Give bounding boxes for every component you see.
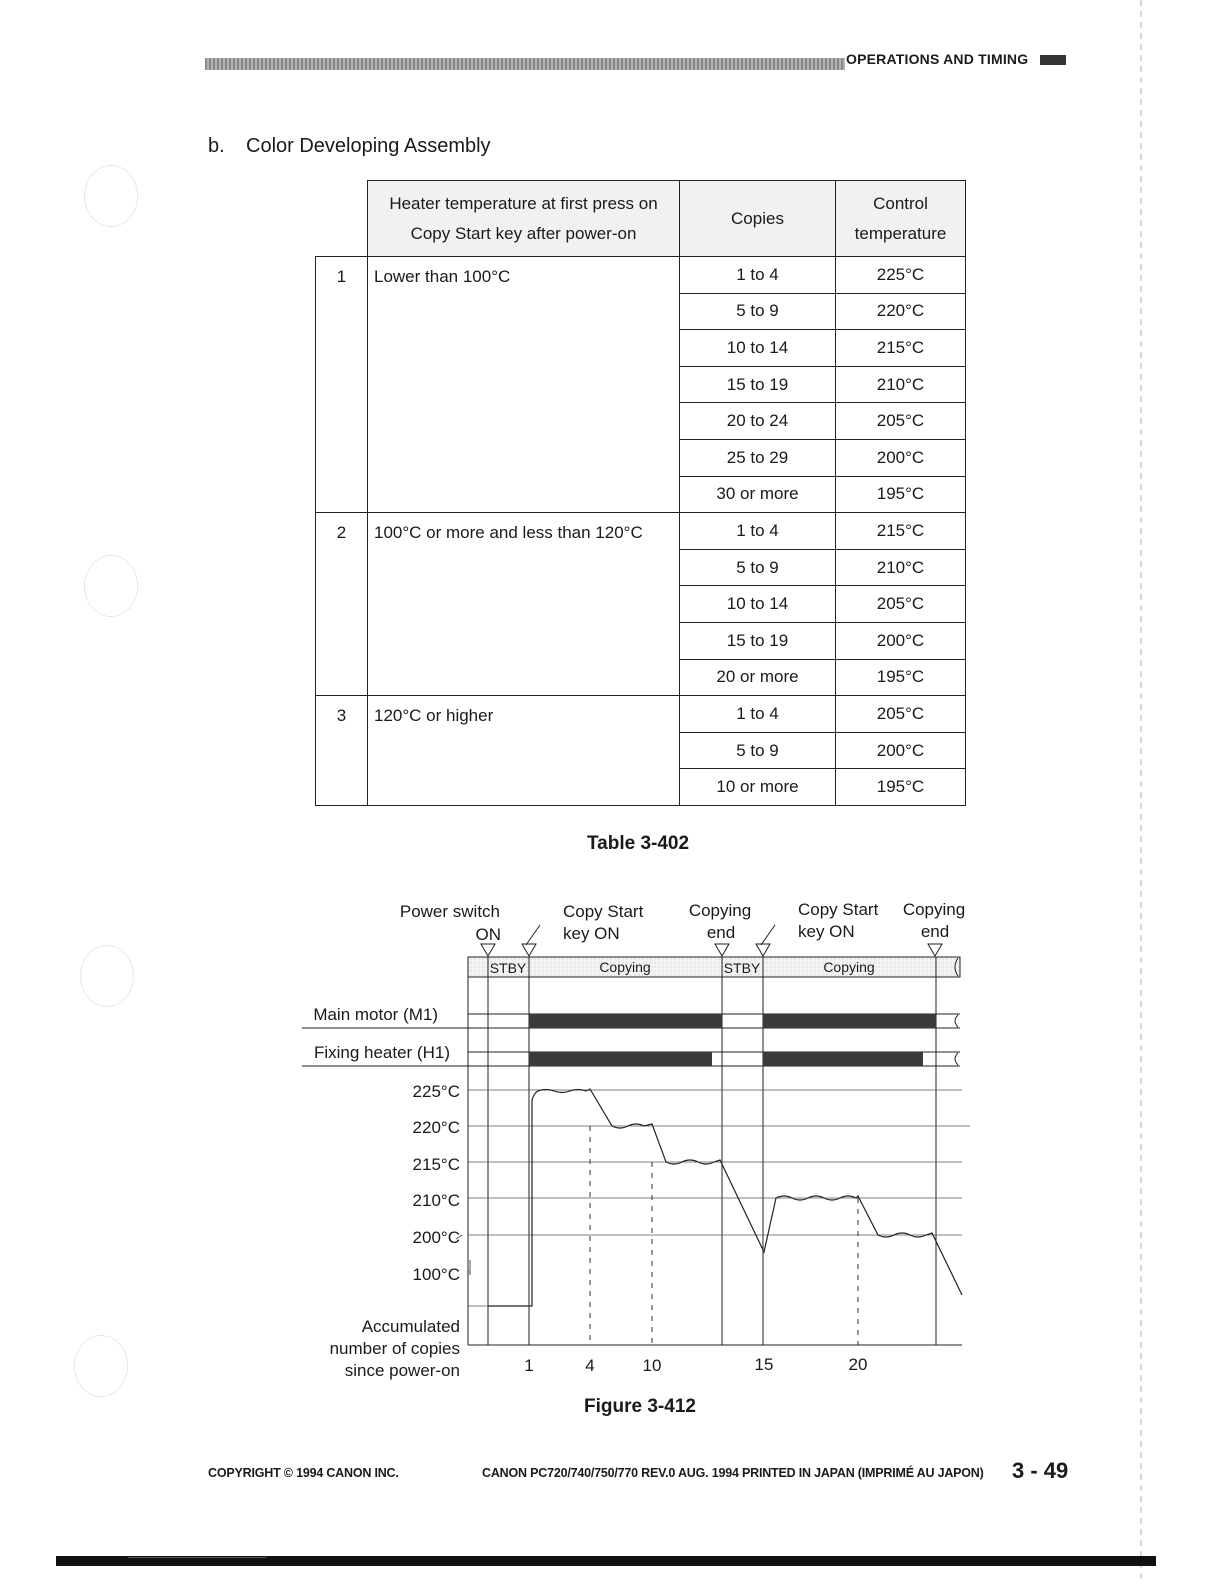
timing-gridlines <box>468 977 936 1345</box>
copies-cell: 15 to 19 <box>680 622 836 659</box>
binder-hole <box>84 555 138 617</box>
timing-chart <box>290 890 980 1400</box>
temp-cell: 210°C <box>836 366 966 403</box>
section-label: b. <box>208 135 225 157</box>
copies-cell: 10 to 14 <box>680 330 836 367</box>
event-copyend-label: end <box>920 922 950 941</box>
break-mark-icon <box>955 1053 958 1065</box>
temp-cell: 215°C <box>836 330 966 367</box>
motor-on-bar <box>529 1014 722 1028</box>
temp-cell: 205°C <box>836 696 966 733</box>
temp-cell: 225°C <box>836 257 966 294</box>
copies-axis-label: Accumulated <box>361 1317 460 1336</box>
temp-cell: 195°C <box>836 476 966 513</box>
row-label-heater: Fixing heater (H1) <box>313 1043 450 1062</box>
temp-axis-label: 220°C <box>412 1118 460 1137</box>
header-condition-line: Heater temperature at first press on <box>389 193 658 213</box>
break-mark-icon <box>955 1015 958 1027</box>
heater-on-bar <box>763 1052 923 1066</box>
copies-cell: 5 to 9 <box>680 293 836 330</box>
leader-line <box>761 925 775 945</box>
section-title: Color Developing Assembly <box>246 135 491 157</box>
state-band <box>468 957 960 977</box>
event-copyend-label: Copying <box>688 901 752 920</box>
row-condition: Lower than 100°C <box>368 257 680 513</box>
temp-axis-label: 225°C <box>412 1082 460 1101</box>
event-power-label: ON <box>475 925 501 944</box>
copies-cell: 1 to 4 <box>680 257 836 294</box>
event-power-label: Power switch <box>399 902 500 921</box>
row-number: 1 <box>316 257 368 513</box>
header-blank <box>316 181 368 257</box>
header-condition-line: Copy Start key after power-on <box>410 223 637 243</box>
copies-cell: 15 to 19 <box>680 366 836 403</box>
copies-cell: 10 to 14 <box>680 586 836 623</box>
temp-axis-label: 200°C <box>412 1228 460 1247</box>
figure-caption: Figure 3-412 <box>584 1396 696 1417</box>
page-edge <box>1140 0 1142 1584</box>
table-caption: Table 3-402 <box>586 833 690 854</box>
state-stby: STBY <box>723 960 761 976</box>
header-end-block <box>1040 55 1066 65</box>
temp-cell: 195°C <box>836 659 966 696</box>
temp-cell: 210°C <box>836 549 966 586</box>
motor-on-bar <box>763 1014 936 1028</box>
heater-on-bar <box>529 1052 712 1066</box>
triangle-marker-icon <box>928 944 942 956</box>
leader-line <box>526 925 540 945</box>
section-heading <box>208 135 491 158</box>
event-copyend-label: Copying <box>902 900 966 919</box>
temp-cell: 215°C <box>836 513 966 550</box>
header-rule <box>205 58 845 70</box>
row-label-motor: Main motor (M1) <box>313 1005 438 1024</box>
control-temperature-table <box>315 180 966 806</box>
table-row <box>316 257 966 294</box>
footer-publication: CANON PC720/740/750/770 REV.0 AUG. 1994 PRINTED IN JAPAN (IMPRIMÉ AU JAPON) <box>482 1466 984 1480</box>
copies-cell: 1 to 4 <box>680 696 836 733</box>
copy-tick-label: 1 <box>524 1356 534 1375</box>
header-condition <box>368 181 680 257</box>
temp-axis-label: 210°C <box>412 1191 460 1210</box>
state-copying: Copying <box>599 959 651 975</box>
copies-cell: 10 or more <box>680 769 836 806</box>
temp-cell: 205°C <box>836 586 966 623</box>
copies-cell: 5 to 9 <box>680 732 836 769</box>
bottom-rule-accent <box>128 1557 266 1558</box>
triangle-marker-icon <box>481 944 495 956</box>
event-markers <box>481 944 942 956</box>
copy-tick-label: 10 <box>642 1356 662 1375</box>
copies-cell: 1 to 4 <box>680 513 836 550</box>
event-copyend-label: end <box>706 923 736 942</box>
temp-cell: 195°C <box>836 769 966 806</box>
binder-hole <box>84 165 138 227</box>
state-copying: Copying <box>823 959 875 975</box>
header-title: OPERATIONS AND TIMING <box>846 51 1029 67</box>
row-condition: 120°C or higher <box>368 696 680 806</box>
copy-guides <box>590 1126 858 1345</box>
triangle-marker-icon <box>756 944 770 956</box>
copy-tick-label: 15 <box>754 1355 774 1374</box>
footer-copyright: COPYRIGHT © 1994 CANON INC. <box>208 1466 399 1480</box>
copy-tick-label: 4 <box>585 1356 595 1375</box>
copies-cell: 30 or more <box>680 476 836 513</box>
row-number: 2 <box>316 513 368 696</box>
table-header-row <box>316 181 966 257</box>
row-number: 3 <box>316 696 368 806</box>
event-copystart-label: key ON <box>798 922 855 941</box>
triangle-marker-icon <box>715 944 729 956</box>
temperature-curve <box>488 1089 962 1306</box>
header-control-temp <box>836 181 966 257</box>
temp-axis-label: 100°C <box>412 1265 460 1284</box>
event-copystart-label: key ON <box>563 924 620 943</box>
triangle-marker-icon <box>522 944 536 956</box>
temp-cell: 220°C <box>836 293 966 330</box>
copies-cell: 25 to 29 <box>680 439 836 476</box>
header-copies: Copies <box>680 181 836 257</box>
row-condition: 100°C or more and less than 120°C <box>368 513 680 696</box>
header-control-line: Control <box>873 193 928 213</box>
copies-cell: 20 to 24 <box>680 403 836 440</box>
copies-cell: 5 to 9 <box>680 549 836 586</box>
copies-cell: 20 or more <box>680 659 836 696</box>
temp-cell: 200°C <box>836 439 966 476</box>
header-control-line: temperature <box>854 223 947 243</box>
state-stby: STBY <box>489 960 527 976</box>
temp-cell: 200°C <box>836 732 966 769</box>
event-copystart-label: Copy Start <box>563 902 644 921</box>
binder-hole <box>80 945 134 1007</box>
temp-gridlines <box>468 1090 970 1306</box>
event-copystart-label: Copy Start <box>798 900 879 919</box>
copy-tick-label: 20 <box>848 1355 868 1374</box>
temp-cell: 200°C <box>836 622 966 659</box>
table-row <box>316 513 966 550</box>
page-number: 3 - 49 <box>1012 1458 1069 1483</box>
binder-hole <box>74 1335 128 1397</box>
temp-axis-label: 215°C <box>412 1155 460 1174</box>
temp-cell: 205°C <box>836 403 966 440</box>
copies-axis-label: number of copies <box>329 1339 460 1358</box>
copies-axis-label: since power-on <box>344 1361 460 1380</box>
table-row <box>316 696 966 733</box>
